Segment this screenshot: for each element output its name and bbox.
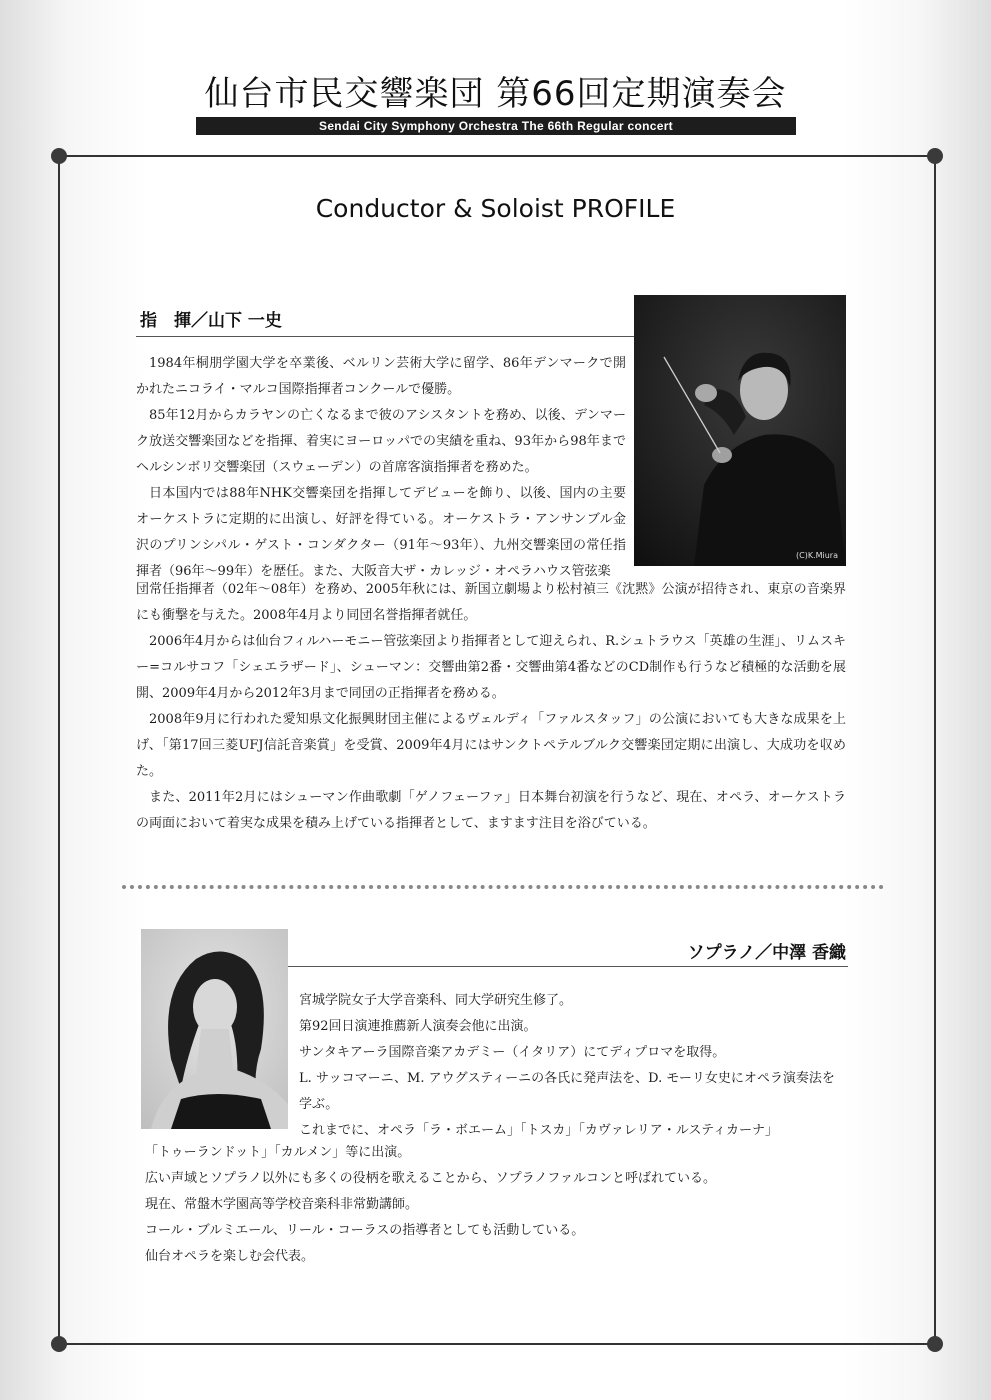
conductor-photo [634, 295, 846, 566]
conductor-bio-paragraph: 日本国内では88年NHK交響楽団を指揮してデビューを飾り、以後、国内の主要オーケストラに定期的に出演し、好評を得ている。オーケストラ・アンサンブル金沢のプリンシパル・ゲスト・コンダクター（91年〜93年）、九州交響楽団の常任指揮者（96年〜99年）を歴任。また、大阪音大ザ・カレッジ・オペラハウス管弦楽 [136, 486, 626, 579]
frame-corner-dot-tr [927, 148, 943, 164]
soloist-bio-line: 宮城学院女子大学音楽科、同大学研究生修了。 [299, 993, 573, 1008]
soloist-bio-line: 「トゥーランドット」「カルメン」等に出演。 [145, 1145, 411, 1160]
conductor-bio-paragraph: また、2011年2月にはシューマン作曲歌劇「ゲノフェーファ」日本舞台初演を行うなど、現在、オペラ、オーケストラの両面において着実な成果を積み上げている指揮者として、ますます注目を浴びている。 [136, 790, 846, 831]
frame-corner-dot-bl [51, 1336, 67, 1352]
soloist-bio-line: 広い声域とソプラノ以外にも多くの役柄を歌えることから、ソプラノファルコンと呼ばれている。 [145, 1171, 716, 1186]
soloist-bio-line: 第92回日演連推薦新人演奏会他に出演。 [299, 1019, 537, 1034]
soloist-bio-line: 現在、常盤木学園高等学校音楽科非常勤講師。 [145, 1197, 419, 1212]
soloist-bio-beside-photo [299, 988, 851, 1144]
soloist-heading-rule [288, 966, 848, 967]
soloist-bio-full [145, 1140, 851, 1270]
soloist-name-heading: ソプラノ／中澤 香織 [687, 943, 846, 963]
frame-corner-dot-br [927, 1336, 943, 1352]
soloist-bio-line: 学ぶ。 [299, 1097, 339, 1112]
conductor-bio-paragraph-continued: 団常任指揮者（02年〜08年）を務め、2005年秋には、新国立劇場より松村禎三《沈黙》公演が招待され、東京の音楽界にも衝撃を与えた。2008年4月より同団名誉指揮者就任。 [136, 582, 846, 623]
conductor-bio-paragraph: 85年12月からカラヤンの亡くなるまで彼のアシスタントを務め、以後、デンマーク放送交響楽団などを指揮、着実にヨーロッパでの実績を重ね、93年から98年までヘルシンボリ交響楽団（スウェーデン）の首席客演指揮者を務めた。 [136, 408, 626, 475]
conductor-bio-paragraph: 1984年桐朋学園大学を卒業後、ベルリン芸術大学に留学、86年デンマークで開かれたニコライ・マルコ国際指揮者コンクールで優勝。 [136, 356, 626, 397]
conductor-bio-paragraph: 2006年4月からは仙台フィルハーモニー管弦楽団より指揮者として迎えられ、R.シュトラウス「英雄の生涯」、リムスキー=コルサコフ「シェエラザード」、シューマン：交響曲第2番・交響曲第4番などのCD制作も行うなど積極的な活動を展開、2009年4月から2012年3月まで同団の正指揮者を務める。 [136, 634, 846, 701]
concert-title: 仙台市民交響楽団 第66回定期演奏会 [204, 74, 787, 114]
frame-corner-dot-tl [51, 148, 67, 164]
soloist-bio-line: L. サッコマーニ、M. アウグスティーニの各氏に発声法を、D. モーリ女史にオペラ演奏法を [299, 1071, 835, 1086]
conductor-heading-rule [136, 336, 634, 337]
conductor-name-heading: 指 揮／山下 一史 [140, 311, 282, 331]
soloist-bio-line: サンタキアーラ国際音楽アカデミー（イタリア）にてディプロマを取得。 [299, 1045, 726, 1060]
soloist-bio-line: これまでに、オペラ「ラ・ボエーム」「トスカ」「カヴァレリア・ルスティカーナ」 [299, 1123, 779, 1138]
conductor-bio-paragraph: 2008年9月に行われた愛知県文化振興財団主催によるヴェルディ「ファルスタッフ」の公演においても大きな成果を上げ、「第17回三菱UFJ信託音楽賞」を受賞、2009年4月にはサンクトペテルブルク交響楽団定期に出演し、大成功を収めた。 [136, 712, 846, 779]
conductor-bio-narrow [136, 351, 626, 585]
soloist-bio-line: 仙台オペラを楽しむ会代表。 [145, 1249, 315, 1264]
soloist-bio-line: コール・ブルミエール、リール・コーラスの指導者としても活動している。 [145, 1223, 585, 1238]
concert-subtitle-bar: Sendai City Symphony Orchestra The 66th Regular concert [196, 117, 796, 135]
photo-credit: (C)K.Miura [795, 551, 838, 560]
section-title: Conductor & Soloist PROFILE [315, 194, 676, 223]
conductor-bio-full [136, 577, 846, 837]
soloist-photo [141, 929, 288, 1129]
section-divider [122, 885, 884, 889]
